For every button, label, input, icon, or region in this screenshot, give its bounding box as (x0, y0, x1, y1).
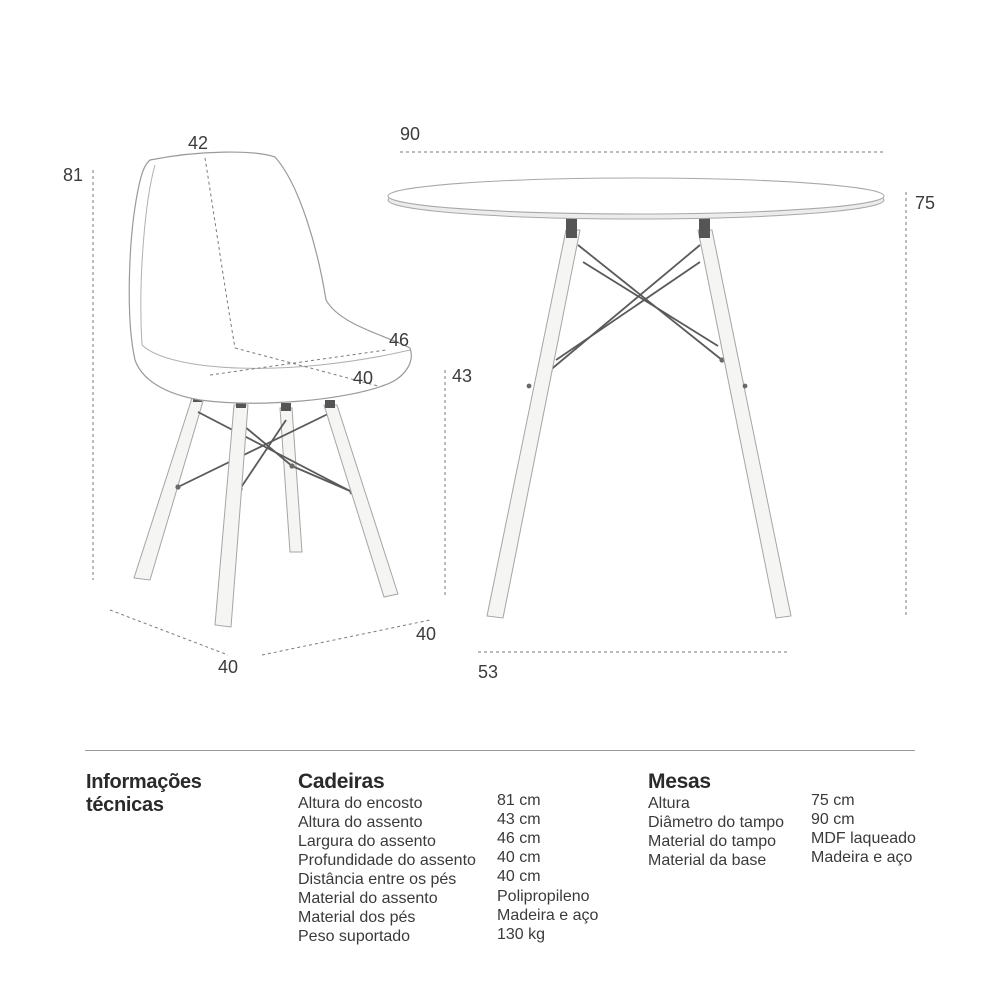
chair-spec-label: Altura do encosto (298, 795, 423, 812)
table-base-label: 53 (477, 662, 499, 682)
chair-wire (292, 466, 350, 491)
chair-base-right-label: 40 (415, 624, 437, 644)
table-leg-bracket (566, 216, 577, 238)
table-leg-bolt (743, 384, 748, 389)
table-spec-value: MDF laqueado (811, 830, 916, 847)
chair-leg-back-left (134, 398, 204, 580)
chair-spec-label: Largura do assento (298, 833, 436, 850)
chair-spec-label: Material dos pés (298, 909, 416, 926)
chair-shell (129, 152, 411, 403)
chair-base-left-line (110, 610, 228, 655)
chair-wire-base (175, 412, 354, 495)
chair-spec-value: Madeira e aço (497, 907, 599, 924)
chair-leg-back-right (280, 408, 302, 552)
chair-specs-heading: Cadeiras (298, 770, 385, 793)
table-spec-label: Altura (648, 795, 690, 812)
table-spec-value: 90 cm (811, 811, 855, 828)
chair-spec-label: Profundidade do assento (298, 852, 476, 869)
table-leg-bolt (527, 384, 532, 389)
chair-spec-value: 43 cm (497, 811, 541, 828)
table-height-label: 75 (914, 193, 936, 213)
table-diameter-label: 90 (399, 124, 421, 144)
table-spec-label: Diâmetro do tampo (648, 814, 785, 831)
chair-spec-label: Material do assento (298, 890, 438, 907)
chair-spec-value: 130 kg (497, 926, 546, 943)
chair-wire-joint (289, 463, 294, 468)
table-spec-label: Material do tampo (648, 833, 777, 850)
table-spec-value: Madeira e aço (811, 849, 913, 866)
chair-seat-height-label: 43 (451, 366, 473, 386)
chair-height-label: 81 (63, 165, 84, 185)
table-leg-right (698, 230, 791, 618)
section-divider (85, 750, 915, 751)
chair-spec-label: Peso suportado (298, 928, 411, 945)
spec-title-line1: Informações (86, 771, 202, 793)
table-spec-value: 75 cm (811, 792, 855, 809)
chair-illustration (129, 152, 411, 627)
chair-spec-value: 46 cm (497, 830, 541, 847)
table-leg-bracket (699, 216, 710, 238)
chair-leg-front-right (324, 405, 398, 597)
chair-leg-bracket (325, 400, 335, 408)
table-wire (556, 262, 700, 360)
chair-base-right-line (262, 620, 430, 655)
table-wire (583, 262, 718, 346)
table-spec-label: Material da base (648, 852, 767, 869)
table-top (388, 178, 884, 214)
table-specs-heading: Mesas (648, 770, 711, 793)
chair-back-label: 42 (187, 133, 209, 153)
chair-spec-value: 81 cm (497, 792, 541, 809)
chair-wire (178, 412, 332, 487)
table-wire (578, 245, 722, 360)
chair-spec-value: 40 cm (497, 849, 541, 866)
chair-leg-bracket (281, 403, 291, 411)
chair-seat-depth-label: 40 (352, 368, 374, 388)
chair-spec-value: 40 cm (497, 868, 541, 885)
table-leg-left (487, 230, 580, 618)
chair-base-left-label: 40 (217, 657, 239, 677)
chair-spec-label: Altura do assento (298, 814, 423, 831)
chair-spec-value: Polipropileno (497, 888, 590, 905)
chair-wire-joint (175, 484, 180, 489)
table-illustration (388, 178, 884, 618)
spec-title-line2: técnicas (86, 794, 164, 816)
chair-seat-width-label: 46 (388, 330, 410, 350)
chair-leg-front-left (215, 405, 248, 627)
chair-spec-label: Distância entre os pés (298, 871, 457, 888)
